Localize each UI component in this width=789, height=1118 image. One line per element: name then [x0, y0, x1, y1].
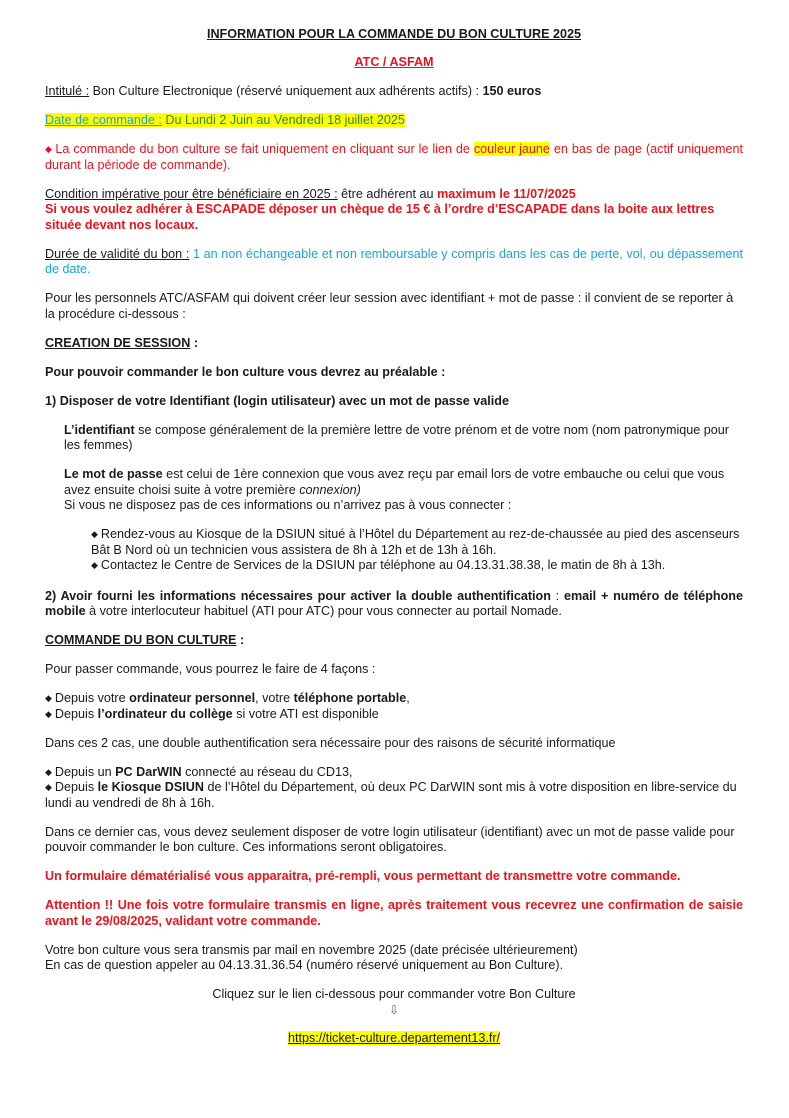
- footer: [45, 987, 743, 1047]
- step2-sep: :: [550, 588, 564, 603]
- creation-heading: [45, 336, 743, 352]
- mdp-bold: Le mot de passe: [64, 467, 163, 481]
- step2-text: à votre interlocuteur habituel (ATI pour ATC) pour vous connecter au portail Nomade.: [85, 604, 562, 618]
- commande-heading: [45, 633, 743, 649]
- couleur-jaune-highlight: couleur jaune: [473, 142, 550, 156]
- formulaire-notice: Un formulaire dématérialisé vous apparaitra, pré-rempli, vous permettant de transmettre votre commande.: [45, 869, 681, 883]
- validite-text: 1 an non échangeable et non remboursable y compris dans les cas de perte, vol, ou dépassement de date.: [45, 246, 743, 276]
- commande-heading-text: COMMANDE DU BON CULTURE: [45, 633, 237, 647]
- date-commande-label: Date de commande :: [45, 113, 162, 127]
- condition-label: Condition impérative pour être bénéficiaire en 2025 :: [45, 186, 338, 201]
- options-list-1: [45, 691, 743, 722]
- b1-end: ,: [406, 691, 410, 705]
- validite-paragraph: [45, 247, 743, 278]
- escapade-notice: Si vous voulez adhérer à ESCAPADE déposer un chèque de 15 € à l’ordre d’ESCAPADE dans la boite aux lettres située devant nos locaux.: [45, 202, 715, 232]
- question-line: En cas de question appeler au 04.13.31.36.54 (numéro réservé uniquement au Bon Culture).: [45, 958, 564, 972]
- diamond-bullet-icon: ◆: [91, 529, 98, 539]
- no-info-line: Si vous ne disposez pas de ces informations ou n’arrivez pas à vous connecter :: [64, 498, 512, 512]
- b3-bold: PC DarWIN: [115, 764, 182, 779]
- date-commande-text: Du Lundi 2 Juin au Vendredi 18 juillet 2025: [161, 113, 405, 127]
- commande-lien-after: en bas de page (actif uniquement durant la période de commande).: [45, 142, 744, 172]
- link-wrapper: [45, 1031, 743, 1047]
- identifiant-paragraph: [64, 423, 743, 454]
- b3-end: connecté au réseau du CD13,: [181, 764, 353, 779]
- b2-end: si votre ATI est disponible: [232, 706, 379, 721]
- transmis-line: Votre bon culture vous sera transmis par mail en novembre 2025 (date précisée ultérieurement): [45, 942, 578, 957]
- diamond-bullet-icon: ◆: [45, 766, 52, 777]
- assistance-list: [91, 527, 743, 574]
- list-item: [45, 691, 743, 707]
- diamond-bullet-icon: ◆: [45, 693, 52, 703]
- creation-heading-text: CREATION DE SESSION: [45, 335, 191, 350]
- b4-bold: le Kiosque DSIUN: [97, 780, 204, 794]
- mdp-paragraph: [64, 467, 743, 498]
- cliquez-line: Cliquez sur le lien ci-dessous pour commander votre Bon Culture: [212, 987, 576, 1001]
- validite-label: Durée de validité du bon :: [45, 246, 190, 261]
- list-item: [91, 527, 743, 558]
- commande-lien-before: La commande du bon culture se fait uniquement en cliquant sur le lien de: [55, 142, 474, 156]
- intitule-label: Intitulé :: [45, 84, 90, 98]
- identifiant-bold: L’identifiant: [64, 422, 135, 437]
- intitule-amount: 150 euros: [482, 84, 542, 98]
- down-arrow-icon: ⇩: [388, 1002, 400, 1017]
- diamond-bullet-icon: ◆: [45, 708, 52, 719]
- diamond-bullet-icon: ◆: [45, 144, 53, 154]
- diamond-bullet-icon: ◆: [91, 560, 98, 570]
- step1-line: 1) Disposer de votre Identifiant (login utilisateur) avec un mot de passe valide: [45, 393, 509, 408]
- list-item: [91, 558, 743, 574]
- bon-culture-link[interactable]: https://ticket-culture.departement13.fr/: [287, 1031, 501, 1045]
- b1-pre: Depuis votre: [54, 691, 130, 705]
- b1-bold2: téléphone portable: [293, 691, 407, 705]
- intitule-text: Bon Culture Electronique (réservé uniquement aux adhérents actifs) :: [89, 84, 483, 98]
- b2-pre: Depuis: [54, 706, 98, 721]
- step2-paragraph: [45, 589, 743, 620]
- personnels-paragraph: Pour les personnels ATC/ASFAM qui doivent créer leur session avec identifiant + mot de passe : il convient de se reporter à la procédure ci-dessous :: [45, 291, 734, 321]
- b4-pre: Depuis: [54, 780, 98, 794]
- creation-heading-colon: :: [190, 335, 199, 350]
- prealable-line: Pour pouvoir commander le bon culture vous devrez au préalable :: [45, 364, 446, 379]
- date-commande-line: [45, 113, 743, 129]
- condition-text: être adhérent au: [337, 186, 438, 201]
- b1-mid: , votre: [255, 691, 294, 705]
- step2-bold2: email + numéro de téléphone mobile: [45, 588, 743, 618]
- identifiant-text: se compose généralement de la première lettre de votre prénom et de votre nom (nom patronymique pour les femmes): [64, 422, 729, 452]
- mdp-italic: connexion): [299, 482, 361, 497]
- b4-end: de l’Hôtel du Département, où deux PC DarWIN sont mis à votre disposition en libre-service du lundi au vendredi de 8h à 16h.: [45, 780, 737, 810]
- bullet-kiosque-text: Rendez-vous au Kiosque de la DSIUN situé à l’Hôtel du Département au rez-de-chaussée au pied des ascenseurs Bât B Nord où un technicien vous assistera de 8h à 12h et de 13h à 16h.: [91, 527, 740, 557]
- diamond-bullet-icon: ◆: [45, 782, 52, 792]
- dernier-cas-paragraph: Dans ce dernier cas, vous devez seulement disposer de votre login utilisateur (identifiant) avec un mot de passe valide pour pouvoir commander le bon culture. Ces informations seront obligatoires.: [45, 824, 735, 854]
- document-page: [45, 27, 743, 1047]
- list-item: [45, 765, 743, 781]
- final-info: [45, 943, 743, 974]
- step2-bold: 2) Avoir fourni les informations nécessaires pour activer la double authentification: [45, 588, 551, 603]
- commande-heading-colon: :: [236, 633, 245, 647]
- facons-line: Pour passer commande, vous pourrez le faire de 4 façons :: [45, 662, 376, 676]
- list-item: [45, 780, 743, 811]
- document-subtitle: ATC / ASFAM: [354, 54, 434, 69]
- condition-date: maximum le 11/07/2025: [437, 186, 576, 201]
- intitule-line: [45, 84, 743, 100]
- condition-paragraph: [45, 187, 743, 234]
- attention-notice: Attention !! Une fois votre formulaire transmis en ligne, après traitement vous recevrez une confirmation de saisie avant le 29/08/2025, validant votre commande.: [45, 898, 743, 928]
- b1-bold1: ordinateur personnel: [129, 691, 256, 705]
- deux-cas-line: Dans ces 2 cas, une double authentification sera nécessaire pour des raisons de sécurité informatique: [45, 735, 616, 750]
- commande-lien-paragraph: [45, 142, 743, 173]
- document-title: INFORMATION POUR LA COMMANDE DU BON CULTURE 2025: [206, 27, 582, 41]
- options-list-2: [45, 765, 743, 812]
- mdp-text: est celui de 1ère connexion que vous avez reçu par email lors de votre embauche ou celui que vous avez ensuite choisi suite à votre première: [64, 467, 725, 497]
- bullet-contact-text: Contactez le Centre de Services de la DSIUN par téléphone au 04.13.31.38.38, le matin de 8h à 13h.: [100, 558, 666, 572]
- b3-pre: Depuis un: [54, 764, 116, 779]
- list-item: [45, 707, 743, 723]
- b2-bold: l’ordinateur du collège: [97, 706, 233, 721]
